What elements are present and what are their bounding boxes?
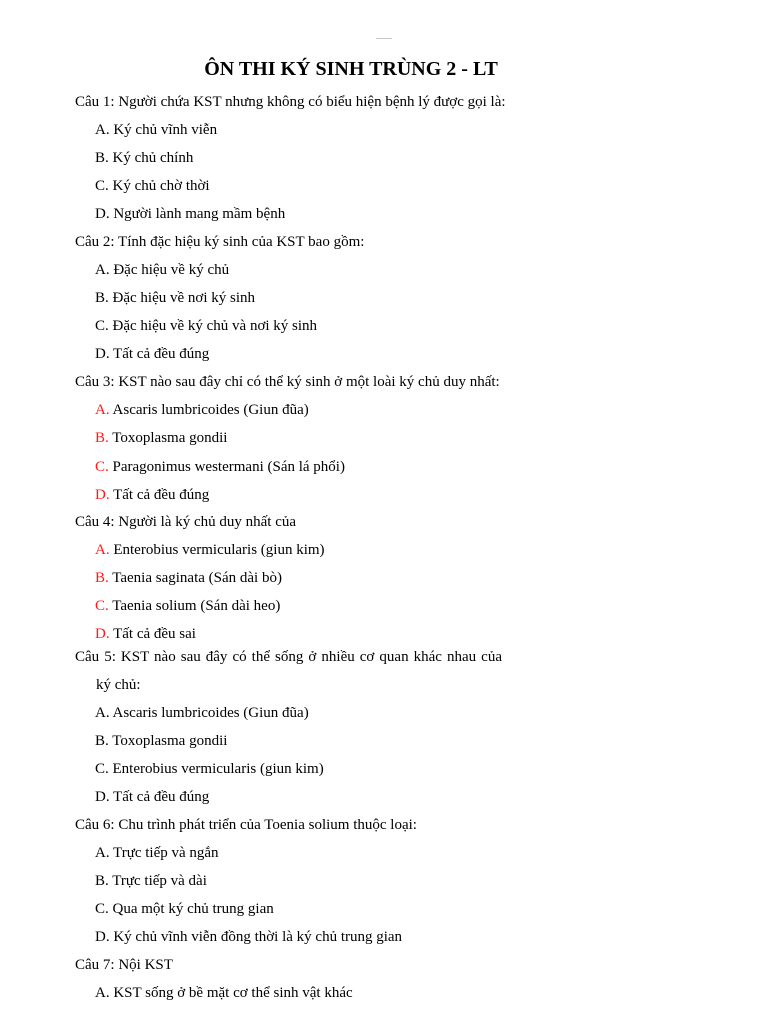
q3-option-a-letter: A. [95,402,110,418]
question-7: Câu 7: Nội KST [75,957,173,973]
q1-option-c: C. Ký chủ chờ thời [95,178,210,194]
q3-option-d-letter: D. [95,487,110,503]
q4-option-c [95,596,280,616]
q1-option-a: A. Ký chủ vĩnh viễn [95,122,218,138]
q3-option-a-text: Ascaris lumbricoides (Giun đũa) [112,402,309,418]
q1-option-b: B. Ký chủ chính [95,150,194,166]
header-rule [376,38,392,39]
q5-option-c: C. Enterobius vermicularis (giun kim) [95,761,324,777]
q4-option-c-letter: C. [95,598,109,614]
q2-option-c: C. Đặc hiệu về ký chủ và nơi ký sinh [95,318,318,334]
q4-option-d [95,624,196,644]
q5-option-a: A. Ascaris lumbricoides (Giun đũa) [95,705,309,721]
q4-option-a [95,540,325,560]
q1-option-d: D. Người lành mang mầm bệnh [95,206,286,222]
q3-option-b-text: Toxoplasma gondii [112,430,228,446]
q3-option-c [95,457,345,477]
q3-option-b-letter: B. [95,430,109,446]
question-6: Câu 6: Chu trình phát triển của Toenia solium thuộc loại: [75,817,417,833]
question-1: Câu 1: Người chứa KST nhưng không có biểu hiện bệnh lý được gọi là: [75,94,506,110]
question-5-continued: ký chủ: [96,677,141,693]
page-title: ÔN THI KÝ SINH TRÙNG 2 - LT [204,58,498,80]
question-5: Câu 5: KST nào sau đây có thể sống ở nhiều cơ quan khác nhau của [75,649,502,665]
q7-option-a: A. KST sống ở bề mặt cơ thể sinh vật khác [95,985,353,1001]
q6-option-a: A. Trực tiếp và ngắn [95,845,219,861]
q6-option-d: D. Ký chủ vĩnh viễn đồng thời là ký chủ trung gian [95,929,403,945]
q3-option-d-text: Tất cả đều đúng [113,487,210,503]
q4-option-b [95,568,282,588]
q3-option-d [95,485,209,505]
q6-option-b: B. Trực tiếp và dài [95,873,207,889]
q3-option-a [95,400,309,420]
q4-option-a-letter: A. [95,542,110,558]
q2-option-a: A. Đặc hiệu về ký chủ [95,262,230,278]
q2-option-d: D. Tất cả đều đúng [95,346,210,362]
q5-option-b: B. Toxoplasma gondii [95,733,228,749]
q4-option-d-letter: D. [95,626,110,642]
q3-option-c-letter: C. [95,459,109,475]
q4-option-c-text: Taenia solium (Sán dài heo) [112,598,281,614]
question-3: Câu 3: KST nào sau đây chỉ có thể ký sinh ở một loài ký chủ duy nhất: [75,374,500,390]
question-2: Câu 2: Tính đặc hiệu ký sinh của KST bao gồm: [75,234,365,250]
q4-option-b-letter: B. [95,570,109,586]
q3-option-c-text: Paragonimus westermani (Sán lá phổi) [112,459,345,475]
q4-option-d-text: Tất cả đều sai [113,626,196,642]
q6-option-c: C. Qua một ký chủ trung gian [95,901,274,917]
q5-option-d: D. Tất cả đều đúng [95,789,210,805]
q4-option-a-text: Enterobius vermicularis (giun kim) [113,542,325,558]
q3-option-b [95,428,227,448]
q4-option-b-text: Taenia saginata (Sán dài bò) [112,570,282,586]
q2-option-b: B. Đặc hiệu về nơi ký sinh [95,290,255,306]
question-4: Câu 4: Người là ký chủ duy nhất của [75,514,297,530]
